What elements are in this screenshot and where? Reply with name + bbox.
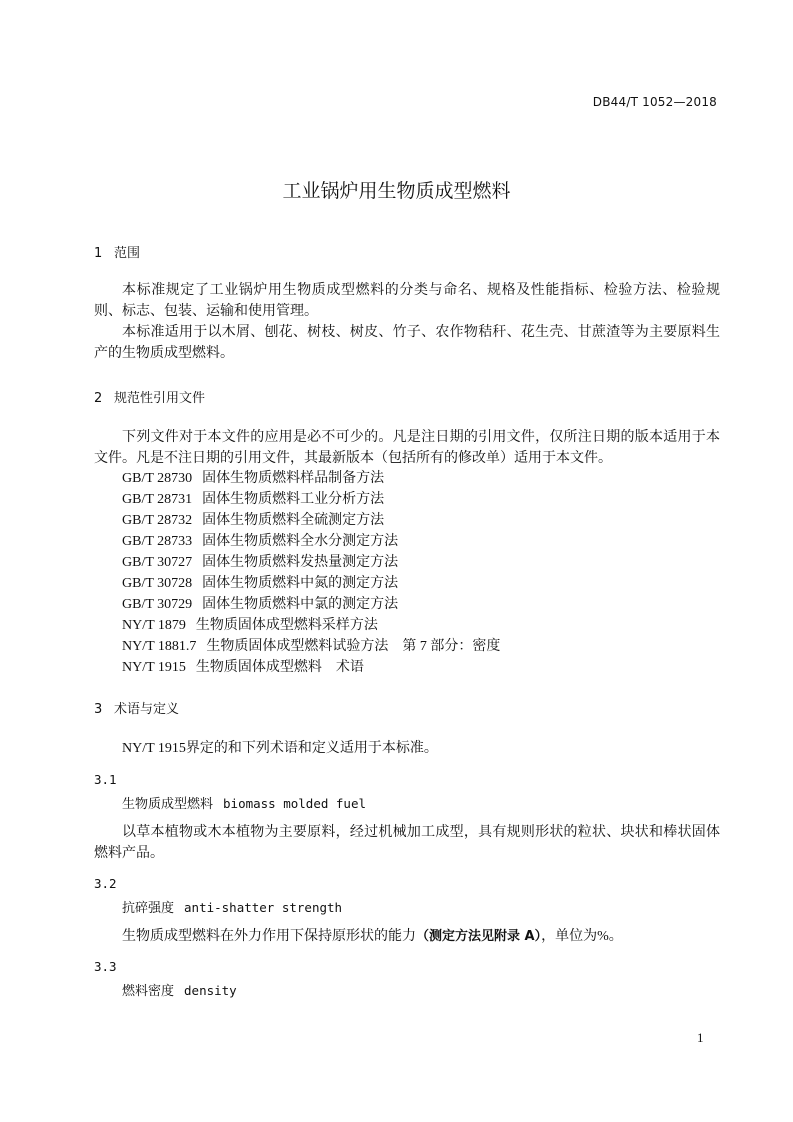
reference-code: GB/T 28731 (122, 492, 193, 507)
section-title: 范围 (114, 246, 141, 261)
reference-code: GB/T 28730 (122, 471, 193, 486)
section-number: 3 (94, 702, 103, 717)
term-heading (122, 897, 342, 916)
term-number: 3.1 (94, 772, 117, 787)
reference-title: 固体生物质燃料中氯的测定方法 (202, 597, 399, 612)
reference-item (122, 656, 364, 676)
section-number: 2 (94, 391, 103, 406)
section-title: 术语与定义 (114, 702, 180, 717)
document-title: 工业锅炉用生物质成型燃料 (282, 180, 511, 202)
reference-code: NY/T 1879 (122, 618, 186, 633)
reference-item (122, 467, 384, 487)
term-en: biomass molded fuel (223, 796, 367, 811)
term-number: 3.3 (94, 959, 117, 974)
reference-code: NY/T 1915 (122, 660, 186, 675)
reference-item (122, 530, 398, 550)
reference-title: 生物质固体成型燃料采样方法 (195, 618, 378, 633)
reference-code: NY/T 1881.7 (122, 639, 197, 654)
normative-intro: 下列文件对于本文件的应用是必不可少的。凡是注日期的引用文件，仅所注日期的版本适用于本文件。凡是不注日期的引用文件，其最新版本（包括所有的修改单）适用于本文件。 (94, 430, 720, 466)
reference-code: GB/T 30728 (122, 576, 193, 591)
term-zh: 抗碎强度 (122, 901, 175, 916)
reference-item (122, 572, 398, 592)
standard-code: DB44/T 1052—2018 (592, 95, 717, 109)
reference-code: GB/T 30729 (122, 597, 193, 612)
term-heading (122, 793, 366, 812)
section-number: 1 (94, 246, 103, 261)
term-number: 3.2 (94, 876, 117, 891)
reference-title: 生物质固体成型燃料试验方法 第 7 部分：密度 (206, 639, 501, 654)
term-heading (122, 980, 237, 999)
section-2-heading (94, 387, 205, 406)
section-title: 规范性引用文件 (114, 391, 206, 406)
reference-title: 固体生物质燃料全硫测定方法 (202, 513, 385, 528)
reference-item (122, 509, 384, 529)
reference-item (122, 593, 398, 613)
reference-title: 固体生物质燃料全水分测定方法 (202, 534, 399, 549)
term-zh: 燃料密度 (122, 984, 175, 999)
reference-title: 固体生物质燃料中氮的测定方法 (202, 576, 399, 591)
terms-intro: NY/T 1915界定的和下列术语和定义适用于本标准。 (122, 741, 438, 756)
reference-item (122, 488, 384, 508)
page-number: 1 (697, 1030, 704, 1045)
section-1-heading (94, 242, 140, 261)
reference-item (122, 635, 500, 655)
scope-paragraph-1: 本标准规定了工业锅炉用生物质成型燃料的分类与命名、规格及性能指标、检验方法、检验规则、标志、包装、运输和使用管理。 (94, 283, 720, 319)
reference-title: 固体生物质燃料发热量测定方法 (202, 555, 399, 570)
definition-text: 生物质成型燃料在外力作用下保持原形状的能力 (122, 929, 416, 944)
term-en: anti-shatter strength (184, 900, 343, 915)
reference-title: 生物质固体成型燃料 术语 (195, 660, 364, 675)
term-en: density (184, 983, 237, 998)
reference-code: GB/T 28733 (122, 534, 193, 549)
reference-title: 固体生物质燃料样品制备方法 (202, 471, 385, 486)
term-definition (94, 926, 720, 947)
reference-item (122, 551, 398, 571)
reference-code: GB/T 28732 (122, 513, 193, 528)
reference-title: 固体生物质燃料工业分析方法 (202, 492, 385, 507)
term-zh: 生物质成型燃料 (122, 797, 214, 812)
definition-annex-reference: （测定方法见附录 A） (416, 929, 542, 944)
definition-unit: ，单位为%。 (541, 929, 623, 944)
section-3-heading (94, 698, 179, 717)
reference-item (122, 614, 378, 634)
scope-paragraph-2: 本标准适用于以木屑、刨花、树枝、树皮、竹子、农作物秸秆、花生壳、甘蔗渣等为主要原料生产的生物质成型燃料。 (94, 325, 720, 361)
reference-code: GB/T 30727 (122, 555, 193, 570)
term-definition: 以草本植物或木本植物为主要原料，经过机械加工成型，具有规则形状的粒状、块状和棒状固体燃料产品。 (94, 825, 720, 861)
